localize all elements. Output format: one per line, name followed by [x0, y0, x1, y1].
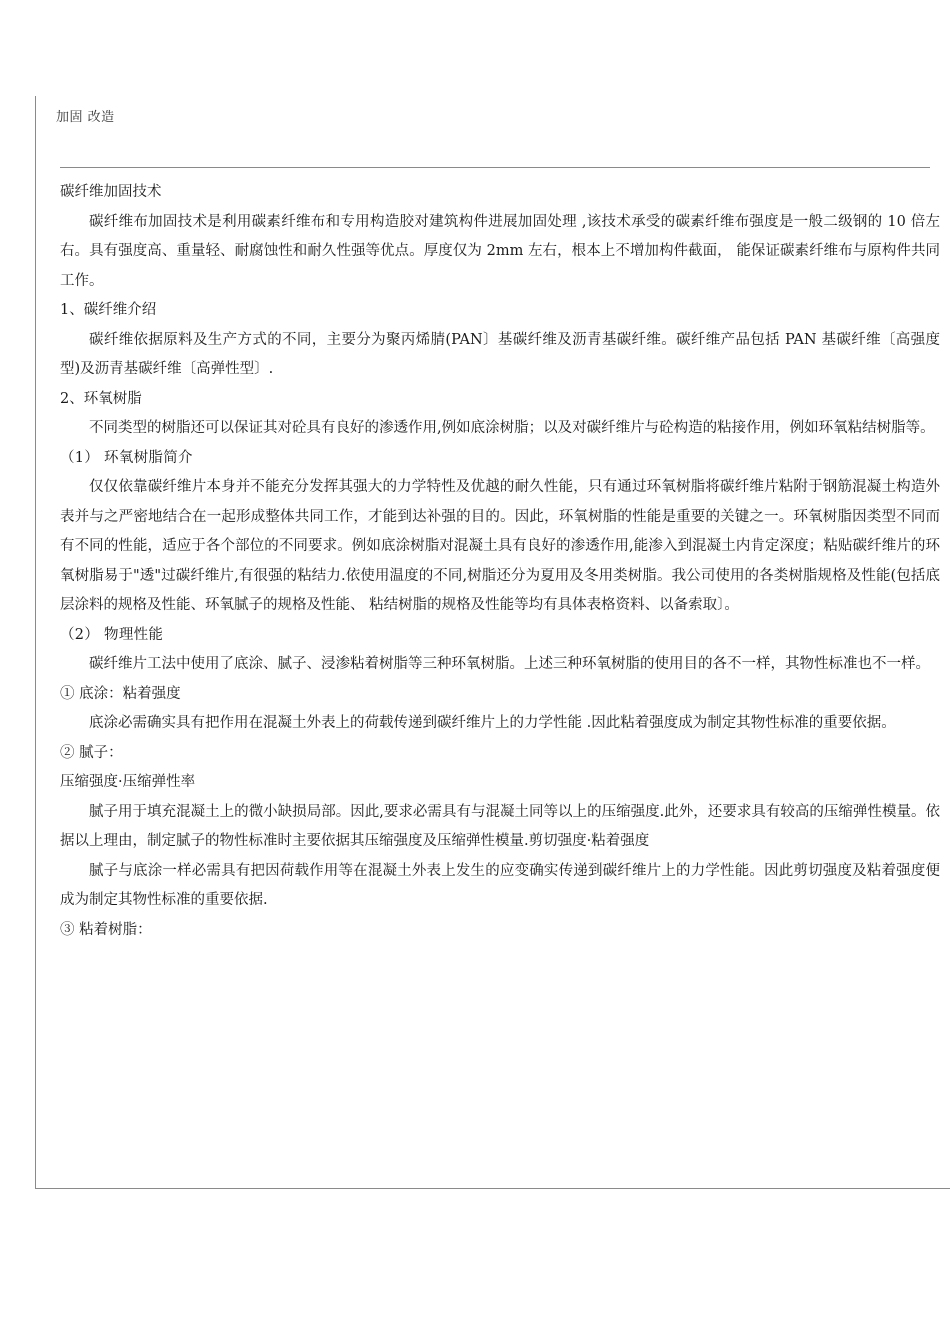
item-1-heading: ① 底涂：粘着强度: [60, 685, 181, 702]
document-body: [60, 178, 940, 945]
intro-paragraph: 碳纤维布加固技术是利用碳素纤维布和专用构造胶对建筑构件进展加固处理 ,该技术承受的碳素纤维布强度是一般二级钢的 10 倍左右。具有强度高、重量轻、耐腐蚀性和耐久性强等优点。厚度仅为 2mm 左右，根本上不增加构件截面， 能保证碳素纤维布与原构件共同工作。: [60, 213, 940, 289]
section-2-1-paragraph: 仅仅依靠碳纤维片本身并不能充分发挥其强大的力学特性及优越的耐久性能，只有通过环氧树脂将碳纤维片粘附于钢筋混凝土构造外表并与之严密地结合在一起形成整体共同工作，才能到达补强的目的。因此，环氧树脂的性能是重要的关键之一。环氧树脂因类型不同而有不同的性能，适应于各个部位的不同要求。例如底涂树脂对混凝土具有良好的渗透作用,能渗入到混凝土内肯定深度；粘贴碳纤维片的环氧树脂易于"透"过碳纤维片,有很强的粘结力.依使用温度的不同,树脂还分为夏用及冬用类树脂。我公司使用的各类树脂规格及性能(包括底层涂料的规格及性能、环氧腻子的规格及性能、 粘结树脂的规格及性能等均有具体表格资料、以备索取〕。: [60, 479, 940, 613]
header-divider: [60, 167, 930, 168]
page-frame-bottom-border: [35, 1188, 950, 1189]
section-2-heading: 2、环氧树脂: [60, 390, 142, 407]
section-1-paragraph: 碳纤维依据原料及生产方式的不同，主要分为聚丙烯腈(PAN〕基碳纤维及沥青基碳纤维。碳纤维产品包括 PAN 基碳纤维〔高强度型)及沥青基碳纤维〔高弹性型〕.: [60, 331, 940, 377]
section-2-paragraph: 不同类型的树脂还可以保证其对砼具有良好的渗透作用,例如底涂树脂；以及对碳纤维片与砼构造的粘接作用，例如环氧粘结树脂等。: [89, 420, 935, 436]
item-2-heading: ② 腻子：: [60, 744, 123, 761]
item-3-heading: ③ 粘着树脂：: [60, 921, 152, 938]
item-2-paragraph-2: 腻子与底涂一样必需具有把因荷载作用等在混凝土外表上发生的应变确实传递到碳纤维片上的力学性能。因此剪切强度及粘着强度便成为制定其物性标准的重要依据.: [60, 862, 940, 908]
section-2-2-paragraph: 碳纤维片工法中使用了底涂、腻子、浸渗粘着树脂等三种环氧树脂。上述三种环氧树脂的使用目的各不一样，其物性标准也不一样。: [89, 656, 930, 672]
page-header: 加固 改造: [56, 110, 115, 125]
item-2-paragraph-1: 腻子用于填充混凝土上的微小缺损局部。因此,要求必需具有与混凝土同等以上的压缩强度.此外，还要求具有较高的压缩弹性模量。依据以上理由，制定腻子的物性标准时主要依据其压缩强度及压缩弹性模量.剪切强度·粘着强度: [60, 803, 940, 849]
section-2-2-heading: （2） 物理性能: [60, 626, 164, 643]
item-2-subheading: 压缩强度·压缩弹性率: [60, 774, 196, 790]
section-1-heading: 1、碳纤维介绍: [60, 302, 157, 318]
page-frame-left-border: [35, 96, 36, 1189]
document-title: 碳纤维加固技术: [60, 184, 162, 200]
section-2-1-heading: （1） 环氧树脂简介: [60, 449, 193, 466]
item-1-paragraph: 底涂必需确实具有把作用在混凝土外表上的荷载传递到碳纤维片上的力学性能 .因此粘着强度成为制定其物性标准的重要依据。: [89, 715, 896, 731]
